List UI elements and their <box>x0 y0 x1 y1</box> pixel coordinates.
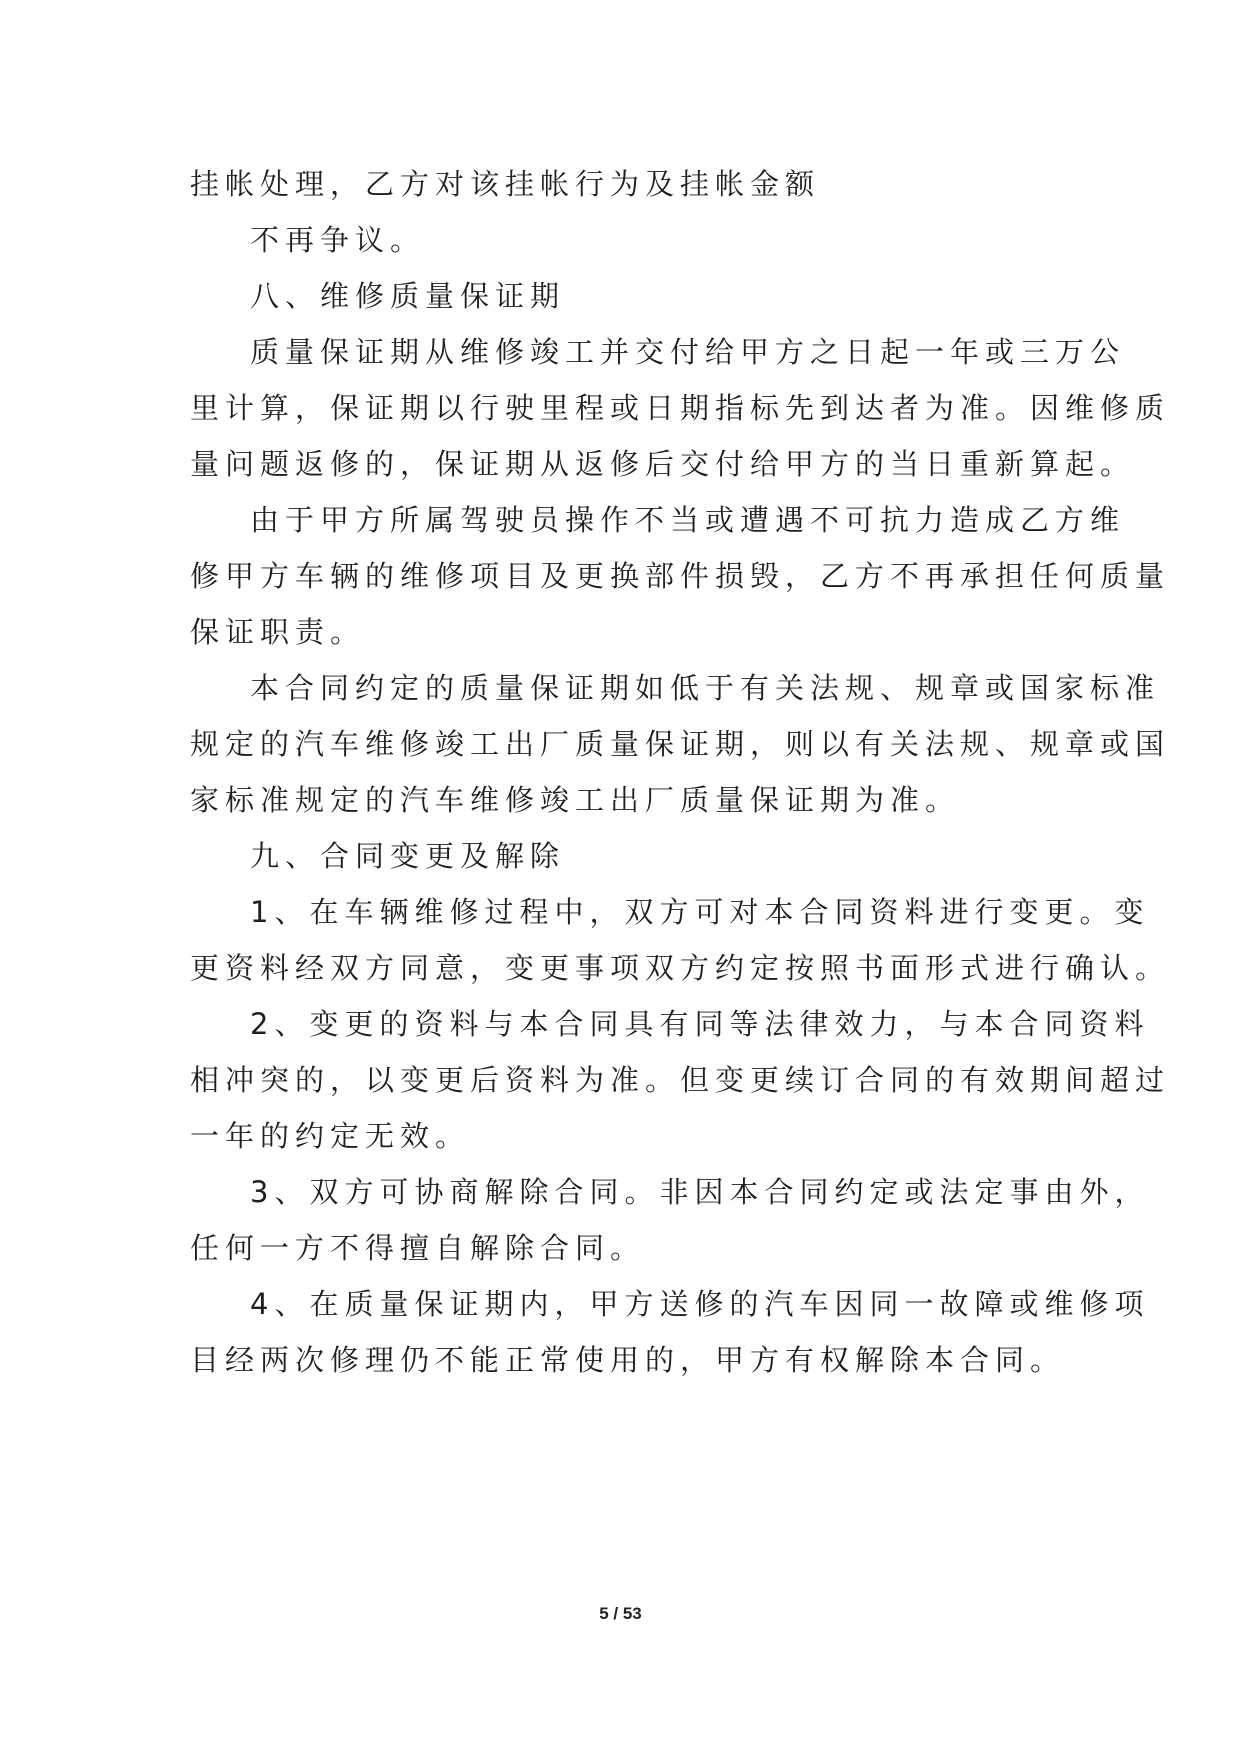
text-line: 4、在质量保证期内，甲方送修的汽车因同一故障或维修项 <box>250 1287 1150 1321</box>
text-line: 修甲方车辆的维修项目及更换部件损毁，乙方不再承担任何质量 <box>190 559 1171 593</box>
text-line: 挂帐处理，乙方对该挂帐行为及挂帐金额 <box>190 167 821 201</box>
text-line: 由于甲方所属驾驶员操作不当或遭遇不可抗力造成乙方维 <box>250 503 1126 537</box>
text-line: 任何一方不得擅自解除合同。 <box>190 1231 646 1265</box>
page-number: 5 / 53 <box>599 1604 642 1623</box>
text-line: 规定的汽车维修竣工出厂质量保证期，则以有关法规、规章或国 <box>190 727 1171 761</box>
text-line: 3、双方可协商解除合同。非因本合同约定或法定事由外， <box>250 1175 1150 1209</box>
text-line: 不再争议。 <box>250 223 426 257</box>
text-line: 相冲突的，以变更后资料为准。但变更续订合同的有效期间超过 <box>190 1063 1171 1097</box>
text-line: 量问题返修的，保证期从返修后交付给甲方的当日重新算起。 <box>190 447 1136 481</box>
section-heading: 八、维修质量保证期 <box>250 279 566 313</box>
text-line: 保证职责。 <box>190 615 366 649</box>
text-line: 家标准规定的汽车维修竣工出厂质量保证期为准。 <box>190 783 961 817</box>
text-line: 目经两次修理仍不能正常使用的，甲方有权解除本合同。 <box>190 1343 1066 1377</box>
text-line: 2、变更的资料与本合同具有同等法律效力，与本合同资料 <box>250 1007 1150 1041</box>
text-line: 里计算，保证期以行驶里程或日期指标先到达者为准。因维修质 <box>190 391 1171 425</box>
text-line: 1、在车辆维修过程中，双方可对本合同资料进行变更。变 <box>250 895 1150 929</box>
text-line: 本合同约定的质量保证期如低于有关法规、规章或国家标准 <box>250 671 1161 705</box>
text-line: 一年的约定无效。 <box>190 1119 471 1153</box>
text-line: 质量保证期从维修竣工并交付给甲方之日起一年或三万公 <box>250 335 1126 369</box>
text-line: 更资料经双方同意，变更事项双方约定按照书面形式进行确认。 <box>190 951 1171 985</box>
section-heading: 九、合同变更及解除 <box>250 839 566 873</box>
